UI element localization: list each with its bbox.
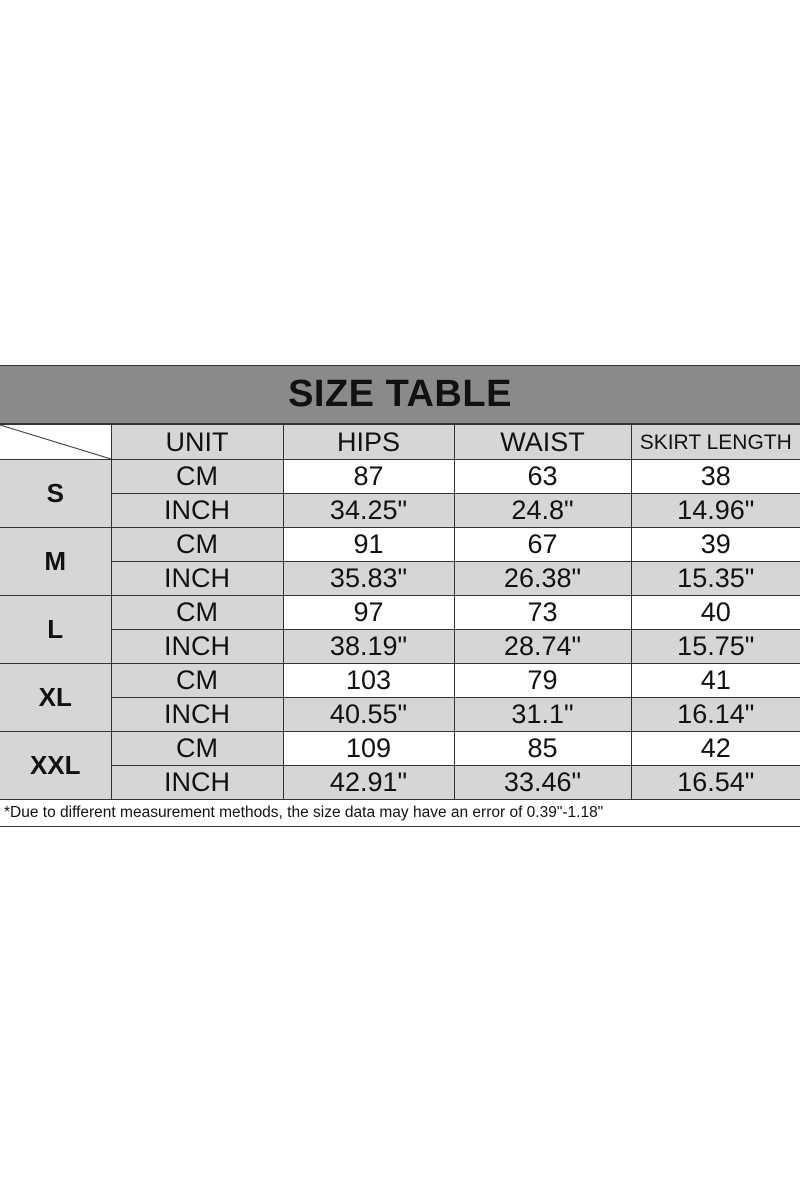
unit-cell: INCH bbox=[111, 698, 283, 732]
skirt-value: 16.54" bbox=[631, 766, 800, 800]
hips-value: 91 bbox=[283, 528, 454, 562]
waist-value: 79 bbox=[454, 664, 631, 698]
hips-value: 87 bbox=[283, 460, 454, 494]
hips-value: 34.25" bbox=[283, 494, 454, 528]
waist-value: 63 bbox=[454, 460, 631, 494]
size-table bbox=[0, 365, 800, 827]
skirt-value: 14.96" bbox=[631, 494, 800, 528]
waist-value: 67 bbox=[454, 528, 631, 562]
unit-cell: INCH bbox=[111, 562, 283, 596]
table-row bbox=[0, 766, 800, 800]
table-row bbox=[0, 460, 800, 494]
size-label: XL bbox=[0, 664, 111, 732]
unit-cell: CM bbox=[111, 528, 283, 562]
size-label: S bbox=[0, 460, 111, 528]
hips-value: 97 bbox=[283, 596, 454, 630]
table-title: SIZE TABLE bbox=[0, 365, 800, 424]
hips-value: 40.55" bbox=[283, 698, 454, 732]
waist-value: 31.1" bbox=[454, 698, 631, 732]
diagonal-divider bbox=[0, 425, 111, 459]
size-label: M bbox=[0, 528, 111, 596]
skirt-value: 15.35" bbox=[631, 562, 800, 596]
unit-cell: INCH bbox=[111, 494, 283, 528]
hips-value: 35.83" bbox=[283, 562, 454, 596]
waist-value: 33.46" bbox=[454, 766, 631, 800]
table-row bbox=[0, 562, 800, 596]
waist-value: 24.8" bbox=[454, 494, 631, 528]
unit-cell: CM bbox=[111, 460, 283, 494]
skirt-value: 39 bbox=[631, 528, 800, 562]
skirt-value: 38 bbox=[631, 460, 800, 494]
hips-value: 38.19" bbox=[283, 630, 454, 664]
waist-value: 26.38" bbox=[454, 562, 631, 596]
size-label: L bbox=[0, 596, 111, 664]
header-waist: WAIST bbox=[454, 425, 631, 460]
header-hips: HIPS bbox=[283, 425, 454, 460]
unit-cell: CM bbox=[111, 596, 283, 630]
table-row bbox=[0, 494, 800, 528]
header-unit: UNIT bbox=[111, 425, 283, 460]
header-row bbox=[0, 425, 800, 460]
unit-cell: INCH bbox=[111, 766, 283, 800]
table-row bbox=[0, 596, 800, 630]
skirt-value: 41 bbox=[631, 664, 800, 698]
unit-cell: INCH bbox=[111, 630, 283, 664]
size-grid bbox=[0, 424, 800, 800]
corner-cell bbox=[0, 425, 111, 460]
header-skirt-length: SKIRT LENGTH bbox=[631, 425, 800, 460]
skirt-value: 15.75" bbox=[631, 630, 800, 664]
skirt-value: 16.14" bbox=[631, 698, 800, 732]
size-label: XXL bbox=[0, 732, 111, 800]
measurement-note: *Due to different measurement methods, the size data may have an error of 0.39"-1.18" bbox=[0, 800, 800, 827]
waist-value: 85 bbox=[454, 732, 631, 766]
unit-cell: CM bbox=[111, 664, 283, 698]
unit-cell: CM bbox=[111, 732, 283, 766]
waist-value: 73 bbox=[454, 596, 631, 630]
table-row bbox=[0, 630, 800, 664]
skirt-value: 42 bbox=[631, 732, 800, 766]
table-row bbox=[0, 528, 800, 562]
table-row bbox=[0, 732, 800, 766]
table-row bbox=[0, 664, 800, 698]
skirt-value: 40 bbox=[631, 596, 800, 630]
hips-value: 109 bbox=[283, 732, 454, 766]
table-row bbox=[0, 698, 800, 732]
waist-value: 28.74" bbox=[454, 630, 631, 664]
hips-value: 103 bbox=[283, 664, 454, 698]
hips-value: 42.91" bbox=[283, 766, 454, 800]
